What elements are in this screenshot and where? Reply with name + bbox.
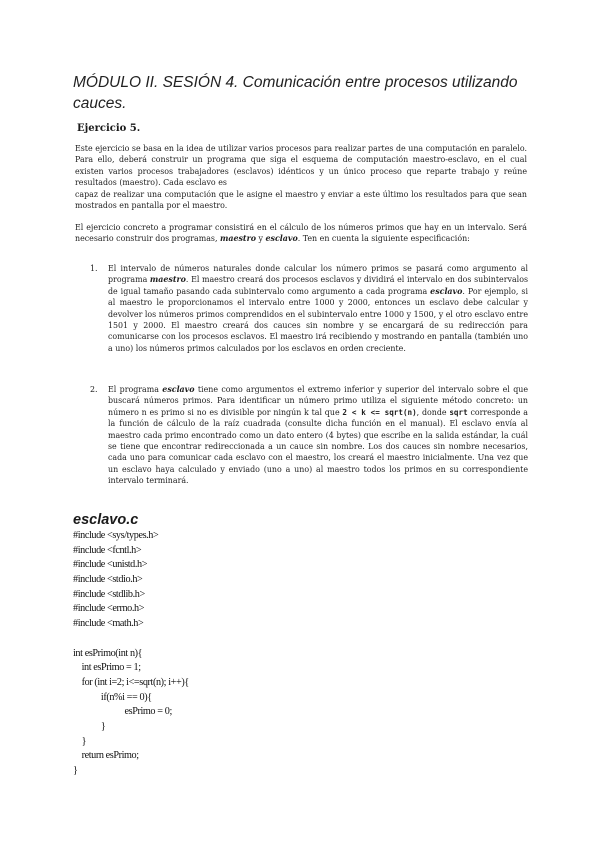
text-run: El ejercicio concreto a programar consistirá en el cálculo de los números primos que hay en un intervalo. Será necesario construir dos programas, (75, 223, 527, 244)
code-listing (73, 529, 373, 779)
emphasis-esclavo: esclavo (430, 286, 463, 296)
text-run: corresponde a la función de cálculo de la raíz cuadrada (consulte dicha función en el manual). El esclavo envía al maestro cada primo encontrado como un dato entero (4 bytes) que escribe en la salida estándar, la cuál se tiene que encontrar redireccionada a un cauce sin nombre. Los dos cauces sin nombre necesarios, cada uno para comunicar cada esclavo con el maestro, los creará el maestro inicialmente. Una vez que un esclavo haya calculado y enviado (uno a uno) al maestro todos los primos en su correspondiente intervalo terminará. (108, 407, 528, 486)
code-line: if(n%i == 0){ (73, 691, 152, 703)
code-line: #include <math.h> (73, 618, 144, 630)
emphasis-maestro: maestro (220, 234, 256, 244)
emphasis-esclavo: esclavo (265, 234, 298, 244)
text-run: . El maestro creará dos procesos esclavos y dividirá el intervalo en dos subintervalos de igual tamaño pasando cada subintervalo como argumento a cada programa (108, 275, 528, 296)
paragraph-spec (75, 222, 527, 245)
code-line: #include <stdio.h> (73, 574, 143, 586)
code-line: #include <fcntl.h> (73, 544, 142, 556)
paragraph-intro-cont: capaz de realizar una computación que le asigne el maestro y enviar a este último los resultados para que sean mostrados en pantalla por el maestro. (75, 190, 527, 211)
paragraph-intro: Este ejercicio se basa en la idea de utilizar varios procesos para realizar partes de una computación en paralelo. Para ello, deberá construir un programa que siga el esquema de computación maestro-esclavo, en el cual existen varios procesos trabajadores (esclavos) idénticos y un único proceso que reparte trabajo y reúne resultados (maestro). Cada esclavo es (75, 144, 527, 188)
code-line (73, 632, 373, 647)
inline-code: 2 < k <= sqrt(n) (342, 407, 417, 417)
emphasis-esclavo: esclavo (162, 385, 195, 394)
page-title: MÓDULO II. SESIÓN 4. Comunicación entre procesos utilizando cauces. (73, 74, 518, 112)
code-line: int esPrimo(int n){ (73, 647, 143, 659)
text-run: . Ten en cuenta la siguiente especificación: (297, 234, 470, 244)
text-run: y (256, 234, 266, 244)
text-run: tiene como argumentos el extremo inferior y superior del intervalo sobre el que buscará números primos. Para identificar un número primo utiliza el siguiente método concreto: un número n es primo si no es divisible por ningún k tal que (108, 385, 528, 417)
list-item-text (108, 384, 528, 487)
code-line: #include <errno.h> (73, 603, 145, 615)
text-run: . Por ejemplo, si al maestro le proporcionamos el intervalo entre 1000 y 2000, entonces un esclavo debe calcular y devolver los números primos comprendidos en el subintervalo entre 1000 y 1500, y el otro esclavo entre 1501 y 2000. El maestro creará dos cauces sin nombre y se encargará de su redirección para comunicarse con los procesos esclavos. El maestro irá recibiendo y mostrando en pantalla (también uno a uno) los números primos calculados por los esclavos en orden creciente. (108, 286, 528, 353)
exercise-heading: Ejercicio 5. (77, 123, 141, 134)
code-line: } (73, 765, 78, 776)
code-file-title: esclavo.c (73, 512, 139, 528)
code-line: } (73, 735, 87, 747)
list-number: 2. (90, 385, 98, 394)
code-line: esPrimo = 0; (73, 706, 172, 718)
code-line: #include <unistd.h> (73, 559, 148, 571)
code-line: int esPrimo = 1; (73, 662, 141, 674)
code-line: #include <stdlib.h> (73, 588, 145, 600)
list-item-2 (90, 384, 528, 487)
code-line: } (73, 720, 106, 732)
list-item-text (108, 263, 528, 354)
text-run: El intervalo de números naturales donde calcular los número primos se pasará como argumento al programa (108, 264, 528, 285)
inline-code: sqrt (449, 407, 468, 417)
text-run: El programa (108, 385, 163, 394)
code-line: for (int i=2; i<=sqrt(n); i++){ (73, 676, 189, 688)
code-line: #include <sys/types.h> (73, 530, 159, 541)
list-number: 1. (90, 264, 98, 273)
code-line: return esPrimo; (73, 750, 139, 762)
list-item-1 (90, 263, 528, 354)
emphasis-maestro: maestro (149, 275, 186, 285)
text-run: , donde (416, 407, 450, 417)
